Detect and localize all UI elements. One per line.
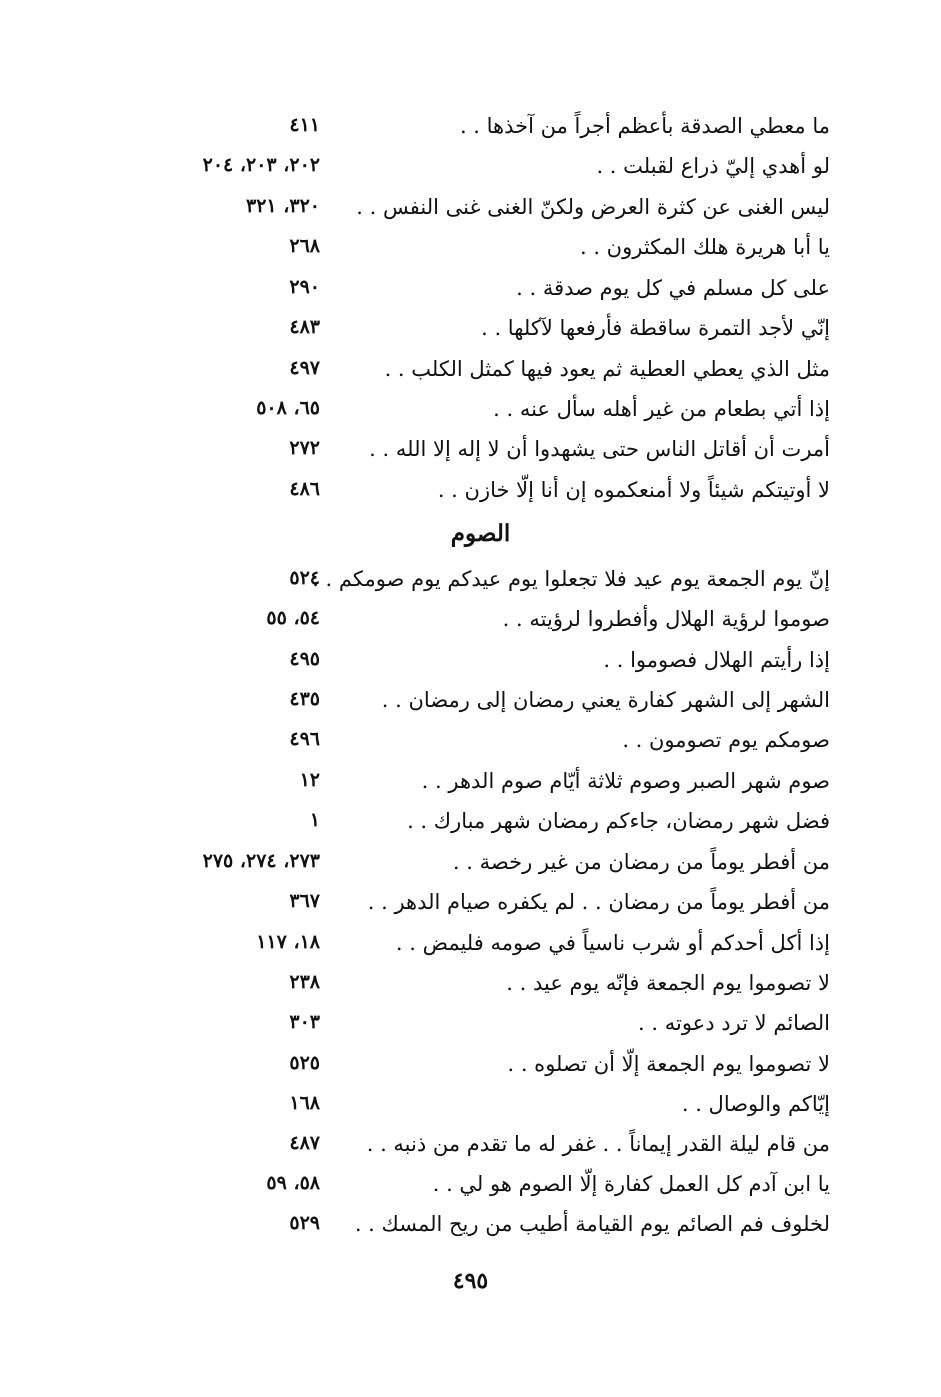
entry-text: إذا أتي بطعام من غير أهله سأل عنه . . [493, 397, 830, 421]
index-entry [150, 886, 830, 926]
index-entry [150, 563, 830, 603]
entry-text: يا ابن آدم كل العمل كفارة إلّا الصوم هو لي . . [432, 1172, 830, 1196]
entry-page-refs: ٤٩٥ [289, 648, 320, 670]
entry-text: لا تصوموا يوم الجمعة إلّا أن تصلوه . . [507, 1052, 830, 1076]
entry-page-refs: ٣٢٠، ٣٢١ [246, 195, 320, 217]
entry-page-refs: ٢٣٨ [289, 971, 320, 993]
section-heading: الصوم [450, 520, 511, 547]
entry-page-refs: ٥٨، ٥٩ [266, 1172, 320, 1194]
entry-page-refs: ٤٣٥ [289, 688, 320, 710]
entry-text: لا أوتيتكم شيئاً ولا أمنعكموه إن أنا إلّا خازن . . [437, 478, 830, 502]
entry-page-refs: ٢٧٣، ٢٧٤، ٢٧٥ [202, 850, 320, 872]
index-entry [150, 110, 830, 150]
index-entry [150, 603, 830, 643]
index-entry [150, 150, 830, 190]
index-entry [150, 393, 830, 433]
entry-page-refs: ٢٧٢ [289, 437, 320, 459]
entry-page-refs: ٥٢٩ [289, 1212, 320, 1234]
entry-page-refs: ٢٠٢، ٢٠٣، ٢٠٤ [202, 154, 320, 176]
entry-text: الصائم لا ترد دعوته . . [638, 1011, 830, 1035]
entry-page-refs: ٣٠٣ [289, 1011, 320, 1033]
index-entry [150, 644, 830, 684]
index-entry [150, 1088, 830, 1128]
entry-text: أمرت أن أقاتل الناس حتى يشهدوا أن لا إله إلا الله . . [369, 437, 830, 461]
index-entry [150, 433, 830, 473]
entry-text: من أفطر يوماً من رمضان . . لم يكفره صيام الدهر . . [367, 890, 830, 914]
entry-text: فضل شهر رمضان، جاءكم رمضان شهر مبارك . . [407, 809, 830, 833]
index-entry [150, 1208, 830, 1248]
index-entry [150, 272, 830, 312]
entry-page-refs: ٥٢٤ [289, 567, 320, 589]
entry-page-refs: ٤٩٦ [289, 728, 320, 750]
index-entry [150, 474, 830, 514]
entry-text: ما معطي الصدقة بأعظم أجراً من آخذها . . [459, 114, 830, 138]
entry-page-refs: ٤١١ [289, 114, 320, 136]
index-entry [150, 805, 830, 845]
entry-text: يا أبا هريرة هلك المكثرون . . [579, 235, 830, 259]
page-number: ٤٩٥ [452, 1268, 489, 1294]
index-entry [150, 353, 830, 393]
index-entry [150, 846, 830, 886]
entry-text: لخلوف فم الصائم يوم القيامة أطيب من ريح المسك . . [354, 1212, 830, 1236]
entry-page-refs: ٣٦٧ [289, 890, 320, 912]
index-entry [150, 724, 830, 764]
entry-text: لا تصوموا يوم الجمعة فإنّه يوم عيد . . [506, 971, 830, 995]
entry-text: إيّاكم والوصال . . [681, 1092, 830, 1116]
entry-page-refs: ١ [309, 809, 320, 831]
entry-page-refs: ٥٢٥ [289, 1052, 320, 1074]
index-entry [150, 967, 830, 1007]
index-entry [150, 765, 830, 805]
entry-text: ليس الغنى عن كثرة العرض ولكنّ الغنى غنى النفس . . [356, 195, 830, 219]
entry-text: الشهر إلى الشهر كفارة يعني رمضان إلى رمضان . . [381, 688, 830, 712]
index-entry [150, 1048, 830, 1088]
entry-text: إنّ يوم الجمعة يوم عيد فلا تجعلوا يوم عيدكم يوم صومكم . . [312, 567, 830, 591]
entry-text: صومكم يوم تصومون . . [622, 728, 830, 752]
entry-text: لو أهدي إليّ ذراع لقبلت . . [596, 154, 830, 178]
entry-page-refs: ٥٤، ٥٥ [266, 607, 320, 629]
entry-page-refs: ٢٩٠ [289, 276, 320, 298]
index-entry [150, 312, 830, 352]
entry-text: إذا رأيتم الهلال فصوموا . . [603, 648, 830, 672]
entry-text: صوم شهر الصبر وصوم ثلاثة أيّام صوم الدهر . . [421, 769, 830, 793]
index-entry [150, 684, 830, 724]
entry-page-refs: ١٦٨ [289, 1092, 320, 1114]
entry-page-refs: ٤٩٧ [289, 357, 320, 379]
entry-text: إذا أكل أحدكم أو شرب ناسياً في صومه فليمض . . [395, 931, 830, 955]
index-entry [150, 231, 830, 271]
index-entry [150, 1168, 830, 1208]
entry-text: من أفطر يوماً من رمضان من غير رخصة . . [452, 850, 830, 874]
entry-page-refs: ٤٨٣ [289, 316, 320, 338]
entry-page-refs: ١٢ [299, 769, 320, 791]
entry-text: من قام ليلة القدر إيماناً . . غفر له ما تقدم من ذنبه . . [366, 1132, 830, 1156]
index-entry [150, 1007, 830, 1047]
entry-page-refs: ٦٥، ٥٠٨ [256, 397, 320, 419]
entry-text: مثل الذي يعطي العطية ثم يعود فيها كمثل الكلب . . [384, 357, 830, 381]
entry-page-refs: ١٨، ١١٧ [256, 931, 320, 953]
index-entry [150, 927, 830, 967]
entry-page-refs: ٤٨٧ [289, 1132, 320, 1154]
index-entry [150, 1128, 830, 1168]
entry-page-refs: ٤٨٦ [289, 478, 320, 500]
entry-page-refs: ٢٦٨ [289, 235, 320, 257]
entry-text: إنّي لأجد التمرة ساقطة فأرفعها لآكلها . . [481, 316, 830, 340]
index-entry [150, 191, 830, 231]
entry-text: صوموا لرؤية الهلال وأفطروا لرؤيته . . [502, 607, 830, 631]
entry-text: على كل مسلم في كل يوم صدقة . . [516, 276, 830, 300]
